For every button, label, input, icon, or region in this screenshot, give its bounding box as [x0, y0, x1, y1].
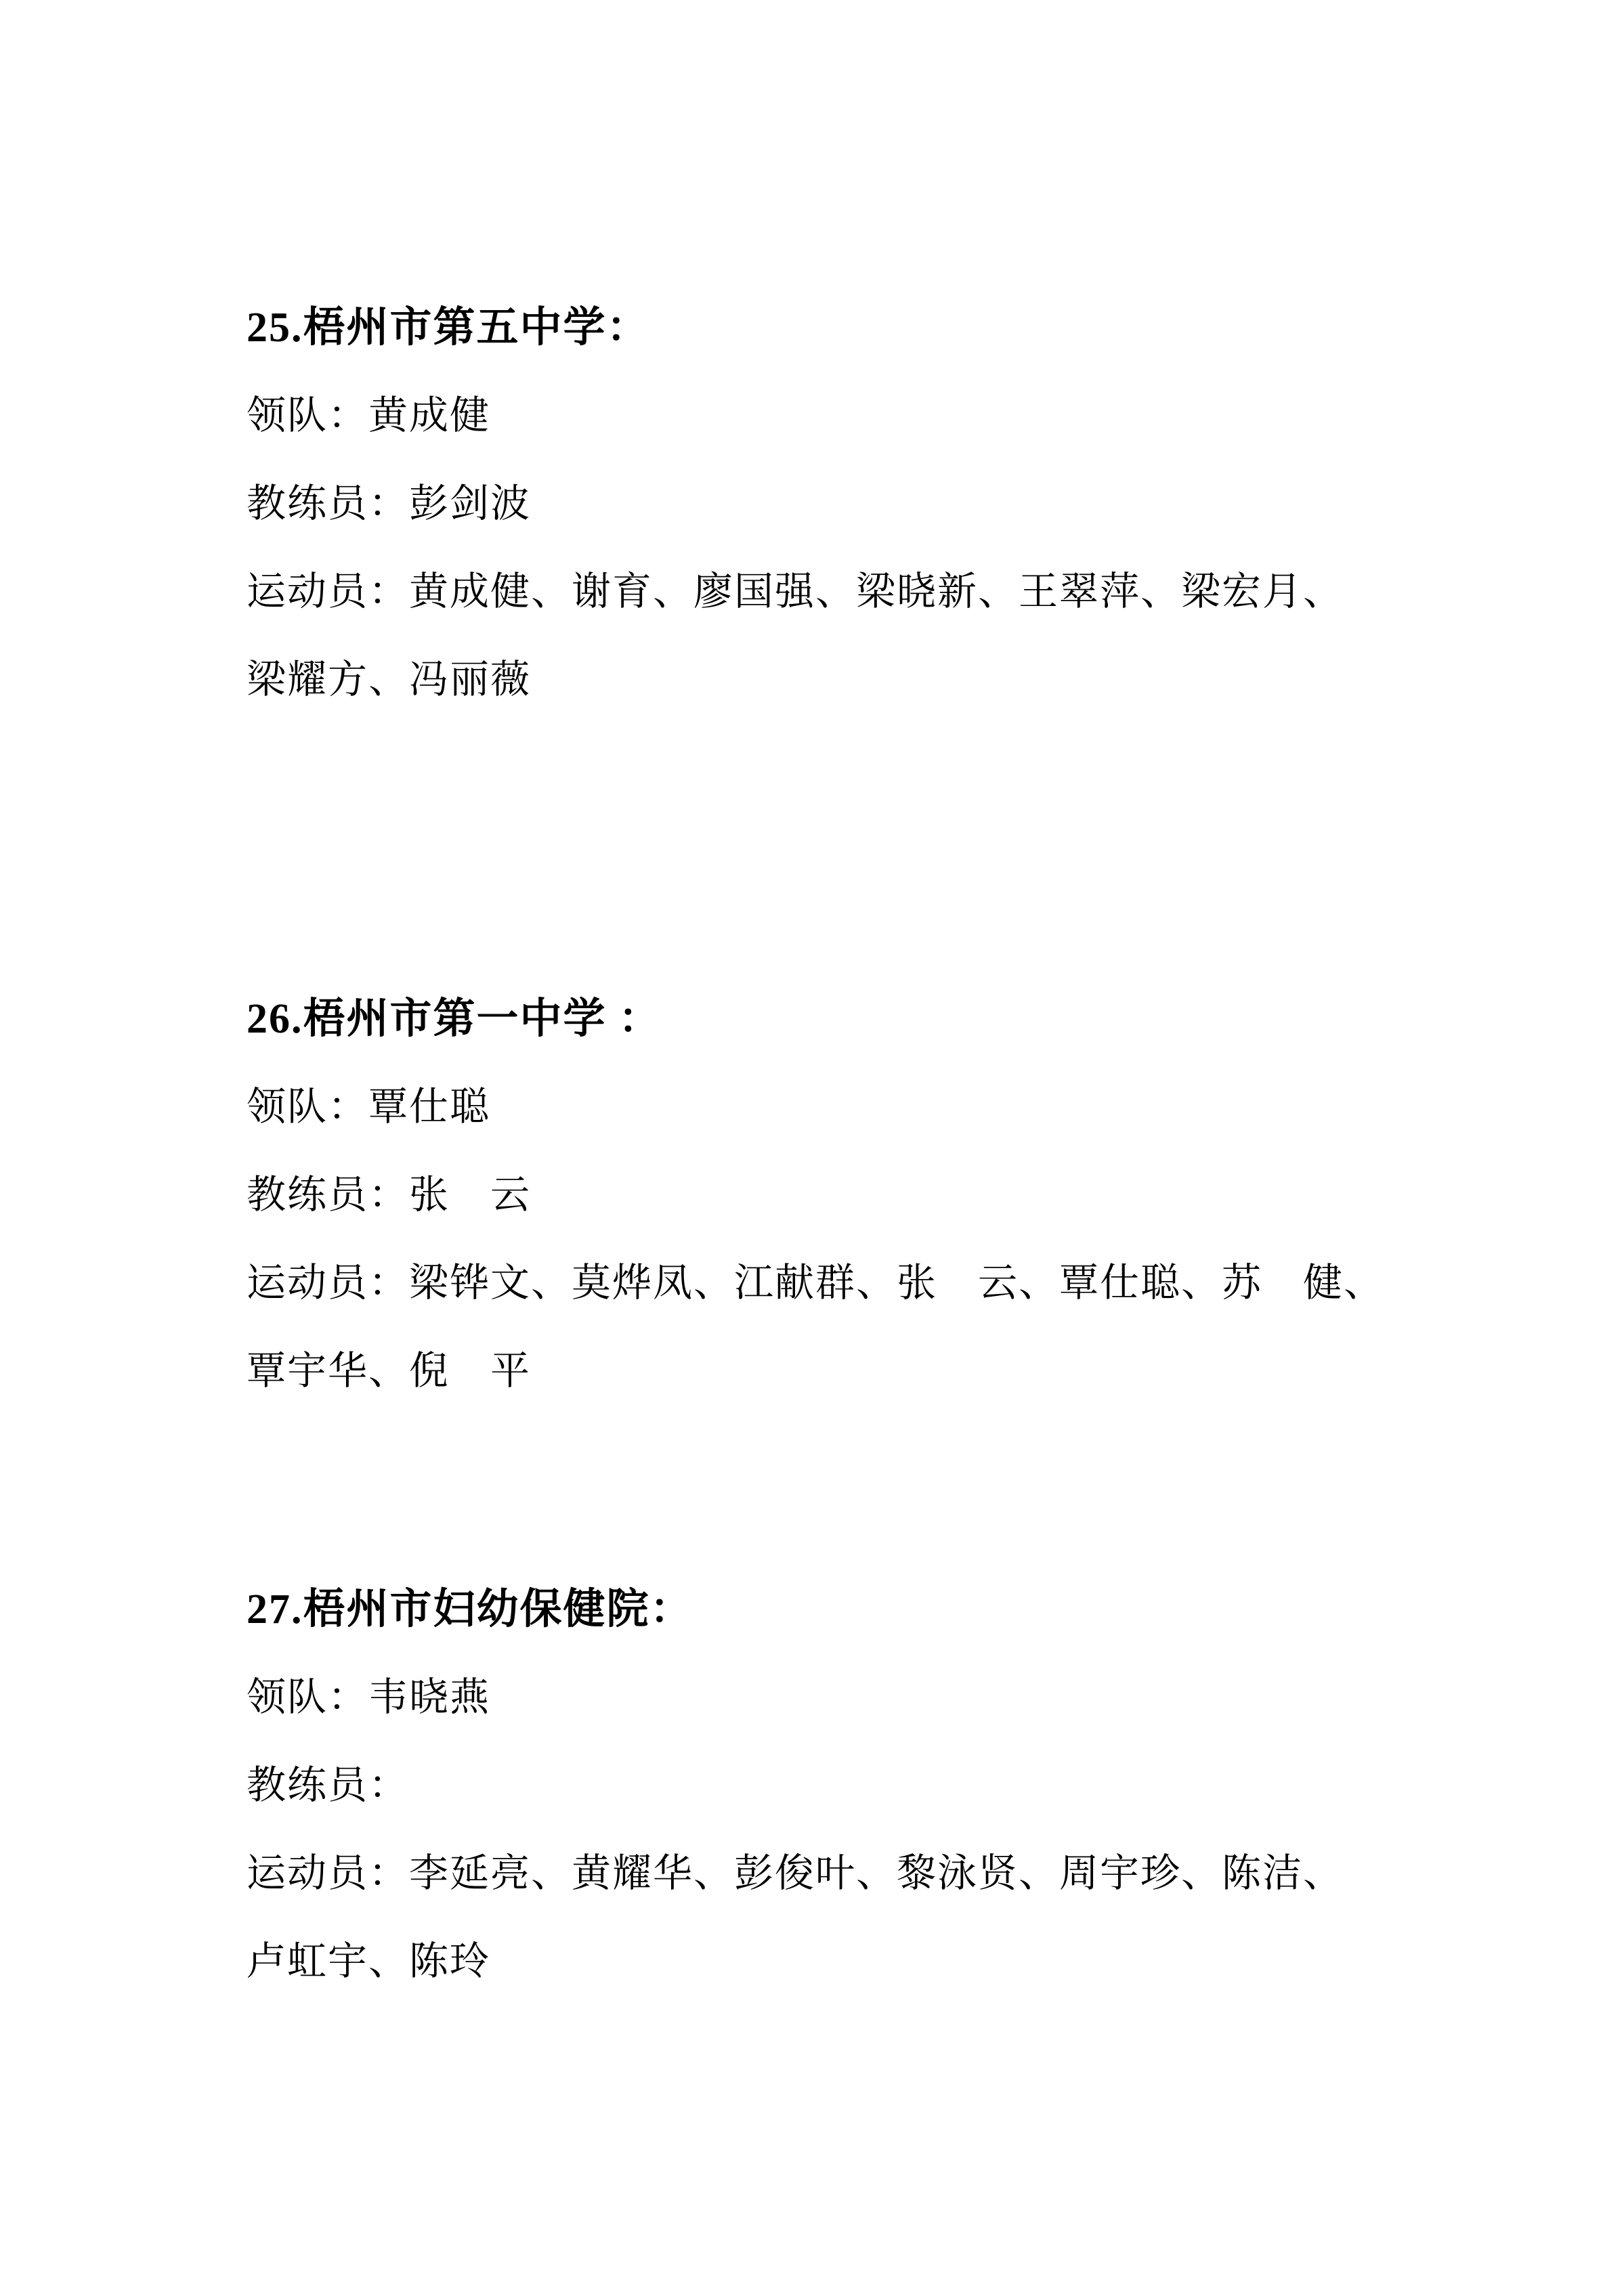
section-heading: 27.梧州市妇幼保健院：	[247, 1586, 693, 1632]
athletes-line-2	[247, 1918, 1421, 2006]
leader-name: 黄成健	[368, 393, 491, 437]
section-25	[247, 284, 1421, 724]
leader-label: 领队：	[247, 1675, 369, 1719]
section-heading: 26.梧州市第一中学 ：	[247, 996, 662, 1042]
athletes-line-2	[247, 636, 1421, 724]
coach-line	[247, 1151, 1421, 1239]
athletes-line-1	[247, 1829, 1421, 1918]
coach-line	[247, 460, 1421, 548]
leader-name: 韦晓燕	[368, 1675, 491, 1719]
athletes-names-2: 覃宇华、倪 平	[247, 1349, 532, 1393]
athletes-label: 运动员：	[247, 1851, 410, 1895]
athletes-label: 运动员：	[247, 1261, 410, 1305]
athletes-names-2: 卢虹宇、陈玲	[247, 1939, 491, 1983]
athletes-line-1	[247, 548, 1421, 636]
coach-name: 张 云	[409, 1173, 532, 1217]
athletes-names-1: 李延亮、黄耀华、彭俊叶、黎泳贤、周宇珍、陈洁、	[409, 1851, 1344, 1895]
athletes-names-2: 梁耀方、冯丽薇	[247, 657, 532, 701]
coach-label: 教练员：	[247, 1173, 410, 1217]
section-heading: 25.梧州市第五中学：	[247, 305, 650, 351]
section-26	[247, 975, 1421, 1415]
leader-line	[247, 1063, 1421, 1151]
leader-name: 覃仕聪	[368, 1085, 491, 1129]
leader-label: 领队：	[247, 1085, 369, 1129]
athletes-line-2	[247, 1327, 1421, 1415]
leader-label: 领队：	[247, 393, 369, 437]
coach-label: 教练员：	[247, 481, 410, 525]
section-27	[247, 1565, 1421, 2006]
leader-line	[247, 372, 1421, 460]
leader-line	[247, 1653, 1421, 1741]
athletes-names-1: 梁铧文、莫烨凤、江献群、张 云、覃仕聪、苏 健、	[409, 1261, 1385, 1305]
athletes-line-1	[247, 1239, 1421, 1327]
athletes-names-1: 黄成健、谢育、廖国强、梁晓新、王翠萍、梁宏月、	[409, 569, 1344, 613]
coach-line	[247, 1741, 1421, 1829]
athletes-label: 运动员：	[247, 569, 410, 613]
coach-name: 彭剑波	[409, 481, 532, 525]
coach-label: 教练员：	[247, 1763, 410, 1807]
